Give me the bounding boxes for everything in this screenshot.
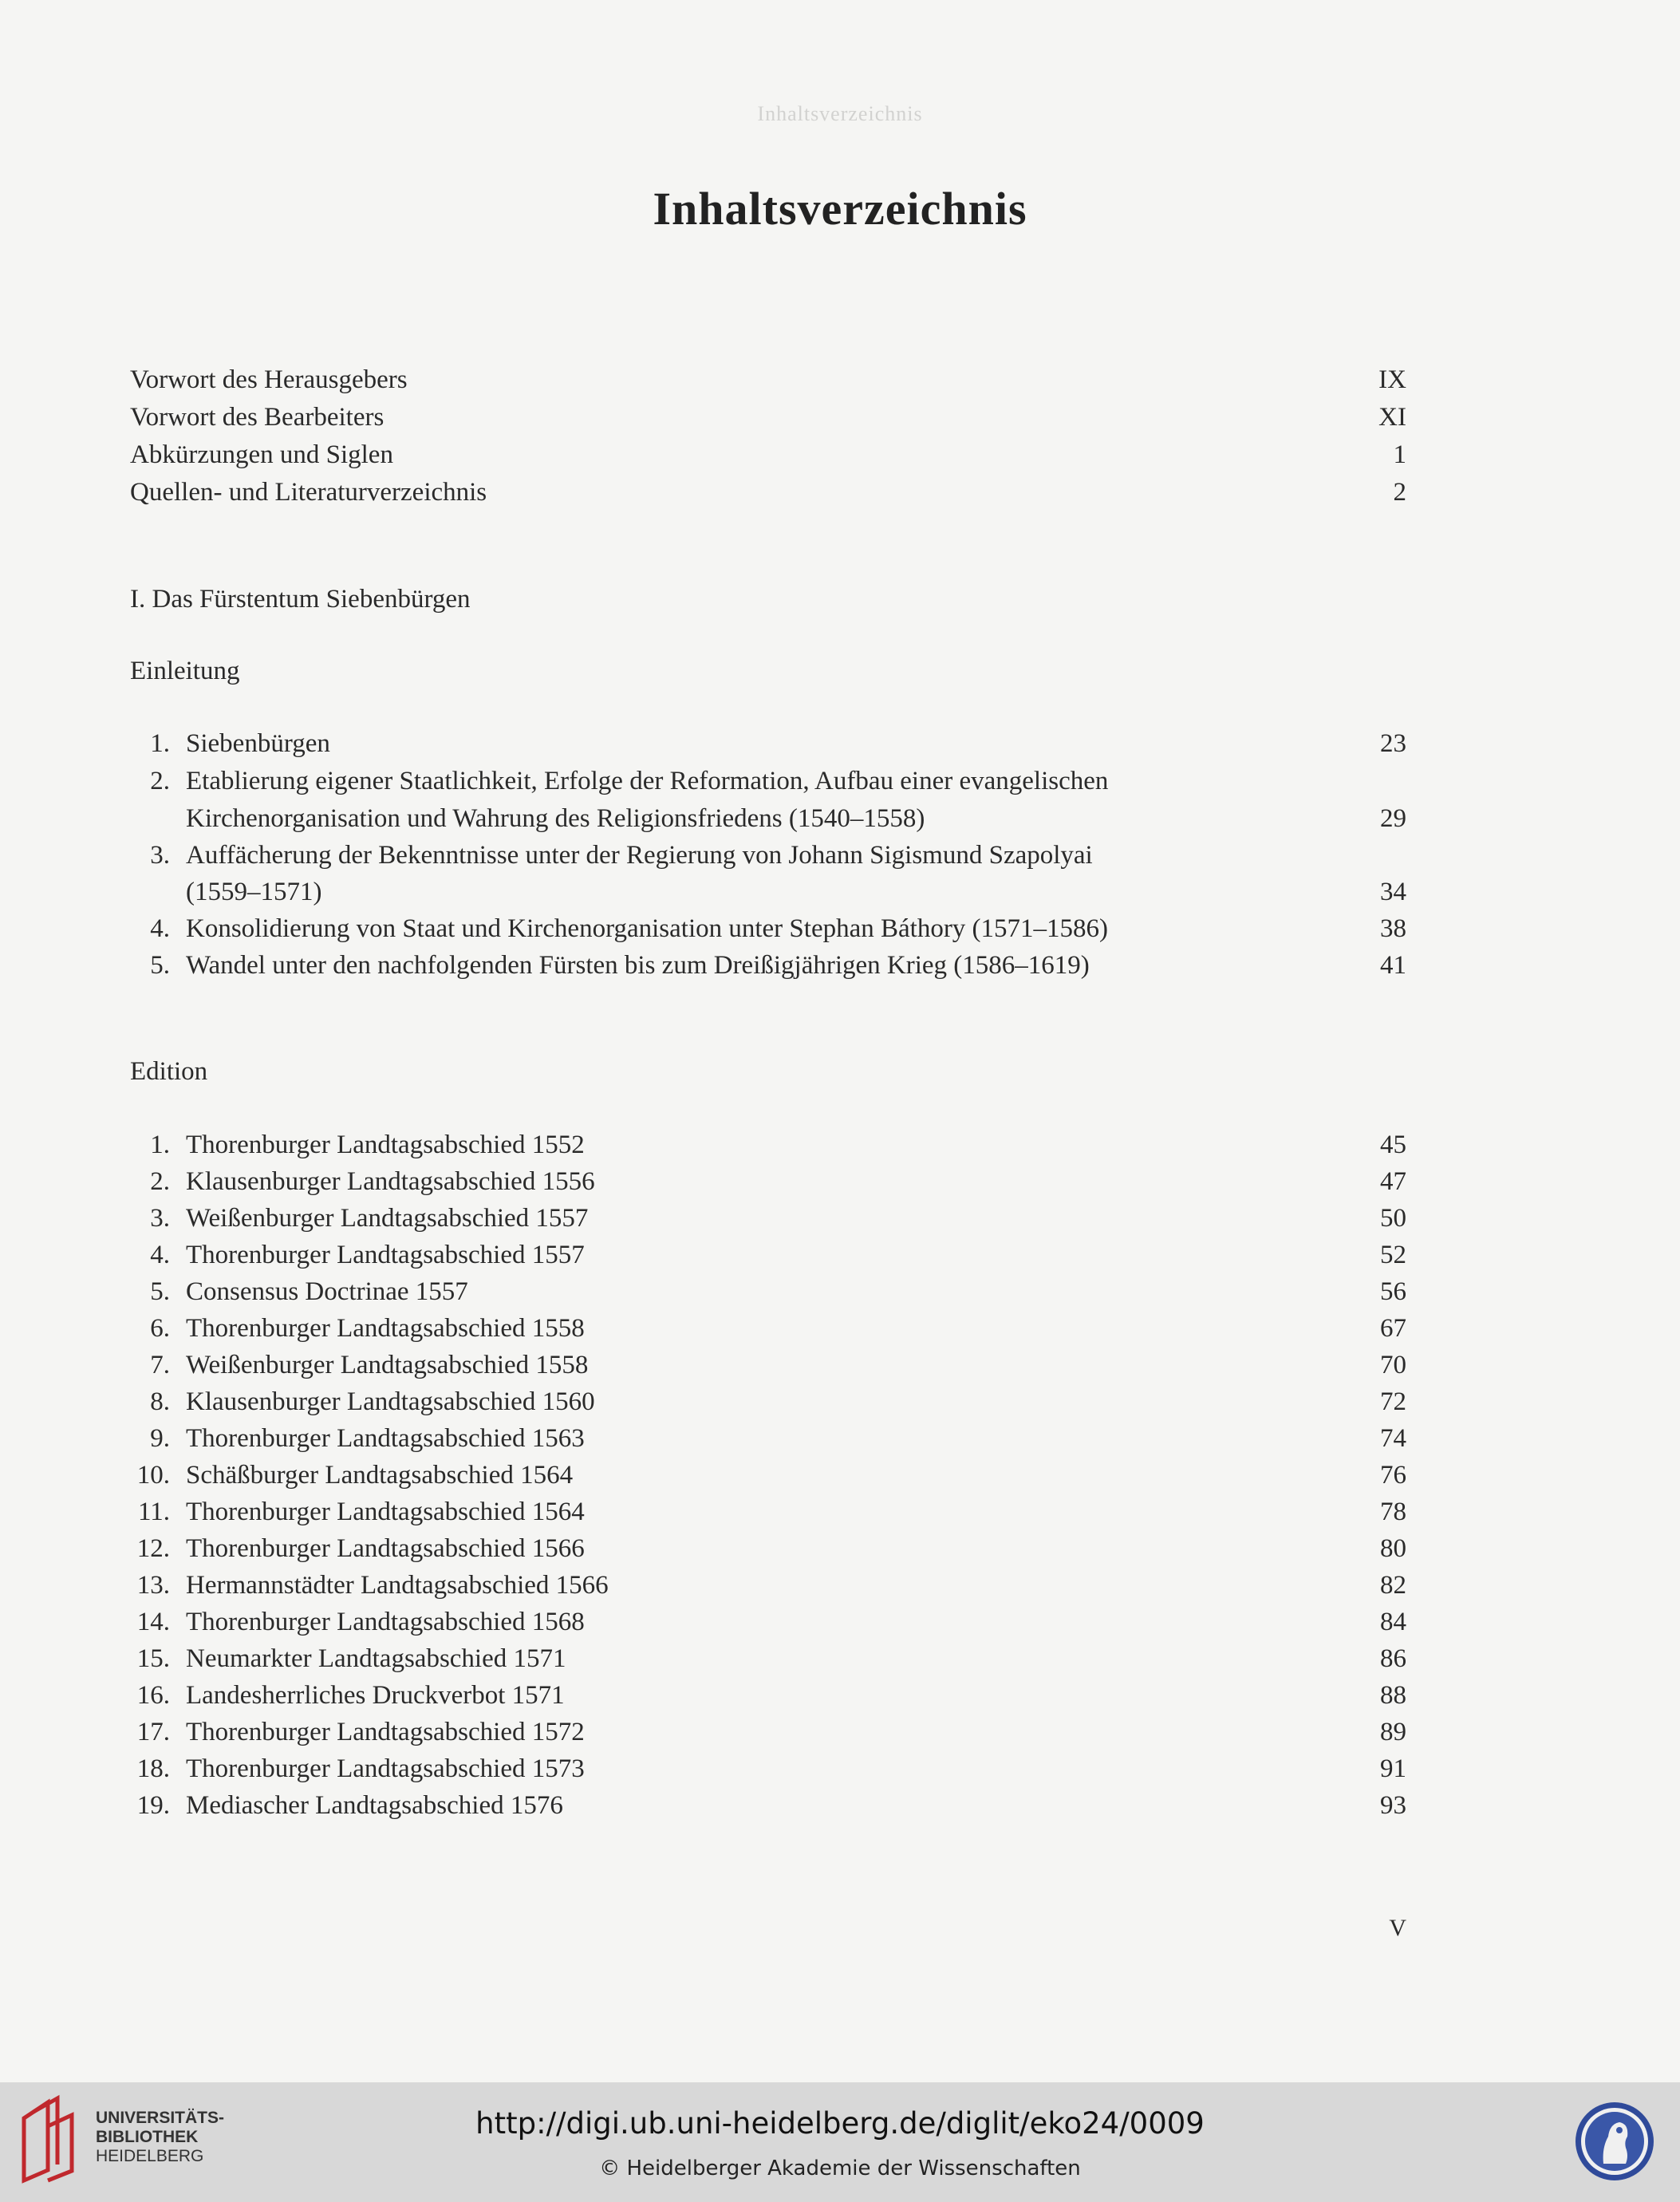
front-matter-item xyxy=(130,474,1406,511)
entry-number: 10. xyxy=(136,1461,170,1490)
footer-bar xyxy=(0,2082,1680,2202)
entry-page-number: 29 xyxy=(1380,804,1406,833)
edition-entry xyxy=(130,1640,1406,1677)
entry-page-number: 91 xyxy=(1380,1754,1406,1783)
entry-title: Thorenburger Landtagsabschied 1563 xyxy=(186,1424,585,1453)
entry-number: 8. xyxy=(150,1387,170,1416)
entry-page-number: 78 xyxy=(1380,1498,1406,1526)
edition-entry xyxy=(130,1494,1406,1530)
entry-number: 1. xyxy=(150,1131,170,1159)
page-title: Inhaltsverzeichnis xyxy=(653,183,1027,235)
edition-entry xyxy=(130,1750,1406,1787)
entry-number: 9. xyxy=(150,1424,170,1453)
edition-entry xyxy=(130,1567,1406,1604)
entry-page-number: 56 xyxy=(1380,1277,1406,1306)
entry-title: Thorenburger Landtagsabschied 1552 xyxy=(186,1131,585,1159)
entry-page-number: 74 xyxy=(1380,1424,1406,1453)
entry-page-number: 1 xyxy=(1393,440,1406,469)
edition-entry xyxy=(130,1310,1406,1347)
entry-title: Mediascher Landtagsabschied 1576 xyxy=(186,1791,563,1820)
entry-number: 12. xyxy=(136,1534,170,1563)
entry-page-number: 86 xyxy=(1380,1644,1406,1673)
part-heading: I. Das Fürstentum Siebenbürgen xyxy=(130,585,471,614)
copyright-notice: © Heidelberger Akademie der Wissenschaften xyxy=(599,2157,1081,2180)
einleitung-entry xyxy=(130,874,1406,910)
entry-title: Abkürzungen und Siglen xyxy=(130,440,393,469)
entry-number: 3. xyxy=(150,1204,170,1233)
entry-page-number: 50 xyxy=(1380,1204,1406,1233)
front-matter-item xyxy=(130,361,1406,398)
entry-title: (1559–1571) xyxy=(186,878,322,906)
entry-number: 2. xyxy=(150,767,170,795)
entry-number: 3. xyxy=(150,841,170,870)
entry-number: 5. xyxy=(150,1277,170,1306)
section-heading-edition: Edition xyxy=(130,1057,208,1086)
entry-page-number: 67 xyxy=(1380,1314,1406,1343)
entry-page-number: 80 xyxy=(1380,1534,1406,1563)
permalink-url[interactable]: http://digi.ub.uni-heidelberg.de/diglit/eko24/0009 xyxy=(475,2106,1205,2141)
entry-page-number: 52 xyxy=(1380,1241,1406,1269)
entry-title: Thorenburger Landtagsabschied 1557 xyxy=(186,1241,585,1269)
edition-entry xyxy=(130,1383,1406,1420)
entry-page-number: 38 xyxy=(1380,914,1406,943)
section-heading-einleitung: Einleitung xyxy=(130,657,240,685)
entry-page-number: 34 xyxy=(1380,878,1406,906)
entry-title: Wandel unter den nachfolgenden Fürsten bis zum Dreißigjährigen Krieg (1586–1619) xyxy=(186,951,1090,980)
einleitung-entry xyxy=(130,910,1406,947)
entry-number: 4. xyxy=(150,1241,170,1269)
entry-title: Auffächerung der Bekenntnisse unter der Regierung von Johann Sigismund Szapolyai xyxy=(186,841,1093,870)
entry-title: Consensus Doctrinae 1557 xyxy=(186,1277,468,1306)
einleitung-entry xyxy=(130,763,1406,799)
entry-number: 17. xyxy=(136,1718,170,1746)
entry-number: 18. xyxy=(136,1754,170,1783)
entry-page-number: IX xyxy=(1378,365,1406,394)
entry-page-number: 70 xyxy=(1380,1351,1406,1379)
entry-title: Schäßburger Landtagsabschied 1564 xyxy=(186,1461,574,1490)
entry-title: Etablierung eigener Staatlichkeit, Erfolge der Reformation, Aufbau einer evangelischen xyxy=(186,767,1109,795)
entry-number: 19. xyxy=(136,1791,170,1820)
entry-number: 1. xyxy=(150,729,170,758)
edition-entry xyxy=(130,1127,1406,1163)
edition-entry xyxy=(130,1530,1406,1567)
edition-entry xyxy=(130,1163,1406,1200)
entry-page-number: XI xyxy=(1378,403,1406,432)
front-matter-item xyxy=(130,436,1406,473)
entry-number: 5. xyxy=(150,951,170,980)
entry-page-number: 82 xyxy=(1380,1571,1406,1600)
entry-title: Konsolidierung von Staat und Kirchenorganisation unter Stephan Báthory (1571–1586) xyxy=(186,914,1109,943)
entry-title: Thorenburger Landtagsabschied 1573 xyxy=(186,1754,585,1783)
entry-title: Kirchenorganisation und Wahrung des Religionsfriedens (1540–1558) xyxy=(186,804,925,833)
einleitung-entry xyxy=(130,725,1406,762)
edition-entry xyxy=(130,1677,1406,1714)
running-head-bleedthrough: Inhaltsverzeichnis xyxy=(757,102,923,125)
entry-number: 13. xyxy=(136,1571,170,1600)
page-folio: V xyxy=(1389,1915,1406,1941)
entry-page-number: 76 xyxy=(1380,1461,1406,1490)
edition-entry xyxy=(130,1237,1406,1273)
entry-number: 14. xyxy=(136,1608,170,1636)
entry-title: Klausenburger Landtagsabschied 1556 xyxy=(186,1167,595,1196)
entry-title: Weißenburger Landtagsabschied 1558 xyxy=(186,1351,589,1379)
entry-page-number: 47 xyxy=(1380,1167,1406,1196)
entry-page-number: 88 xyxy=(1380,1681,1406,1710)
academy-seal-icon xyxy=(1573,2100,1656,2183)
entry-number: 7. xyxy=(150,1351,170,1379)
entry-number: 2. xyxy=(150,1167,170,1196)
edition-entry xyxy=(130,1420,1406,1457)
edition-entry xyxy=(130,1200,1406,1237)
entry-page-number: 45 xyxy=(1380,1131,1406,1159)
entry-title: Thorenburger Landtagsabschied 1564 xyxy=(186,1498,585,1526)
front-matter-item xyxy=(130,399,1406,436)
entry-number: 4. xyxy=(150,914,170,943)
edition-entry xyxy=(130,1604,1406,1640)
einleitung-entry xyxy=(130,837,1406,874)
edition-entry xyxy=(130,1787,1406,1824)
entry-title: Weißenburger Landtagsabschied 1557 xyxy=(186,1204,589,1233)
entry-number: 16. xyxy=(136,1681,170,1710)
entry-title: Thorenburger Landtagsabschied 1568 xyxy=(186,1608,585,1636)
entry-page-number: 23 xyxy=(1380,729,1406,758)
entry-page-number: 84 xyxy=(1380,1608,1406,1636)
entry-title: Siebenbürgen xyxy=(186,729,330,758)
edition-entry xyxy=(130,1714,1406,1750)
entry-page-number: 89 xyxy=(1380,1718,1406,1746)
einleitung-entry xyxy=(130,800,1406,837)
logo-line-2: BIBLIOTHEK xyxy=(96,2128,199,2146)
entry-number: 15. xyxy=(136,1644,170,1673)
entry-page-number: 2 xyxy=(1393,478,1406,507)
entry-title: Landesherrliches Druckverbot 1571 xyxy=(186,1681,565,1710)
entry-title: Hermannstädter Landtagsabschied 1566 xyxy=(186,1571,609,1600)
edition-entry xyxy=(130,1457,1406,1494)
logo-line-1: UNIVERSITÄTS- xyxy=(96,2109,225,2127)
edition-entry xyxy=(130,1347,1406,1383)
entry-title: Thorenburger Landtagsabschied 1572 xyxy=(186,1718,585,1746)
entry-title: Vorwort des Herausgebers xyxy=(130,365,408,394)
entry-title: Thorenburger Landtagsabschied 1558 xyxy=(186,1314,585,1343)
entry-title: Neumarkter Landtagsabschied 1571 xyxy=(186,1644,566,1673)
entry-number: 6. xyxy=(150,1314,170,1343)
edition-entry xyxy=(130,1273,1406,1310)
entry-number: 11. xyxy=(137,1498,170,1526)
entry-page-number: 72 xyxy=(1380,1387,1406,1416)
entry-page-number: 41 xyxy=(1380,951,1406,980)
einleitung-entry xyxy=(130,947,1406,984)
entry-title: Vorwort des Bearbeiters xyxy=(130,403,385,432)
entry-title: Quellen- und Literaturverzeichnis xyxy=(130,478,487,507)
entry-title: Thorenburger Landtagsabschied 1566 xyxy=(186,1534,585,1563)
entry-page-number: 93 xyxy=(1380,1791,1406,1820)
logo-line-3: HEIDELBERG xyxy=(96,2147,204,2165)
entry-title: Klausenburger Landtagsabschied 1560 xyxy=(186,1387,595,1416)
